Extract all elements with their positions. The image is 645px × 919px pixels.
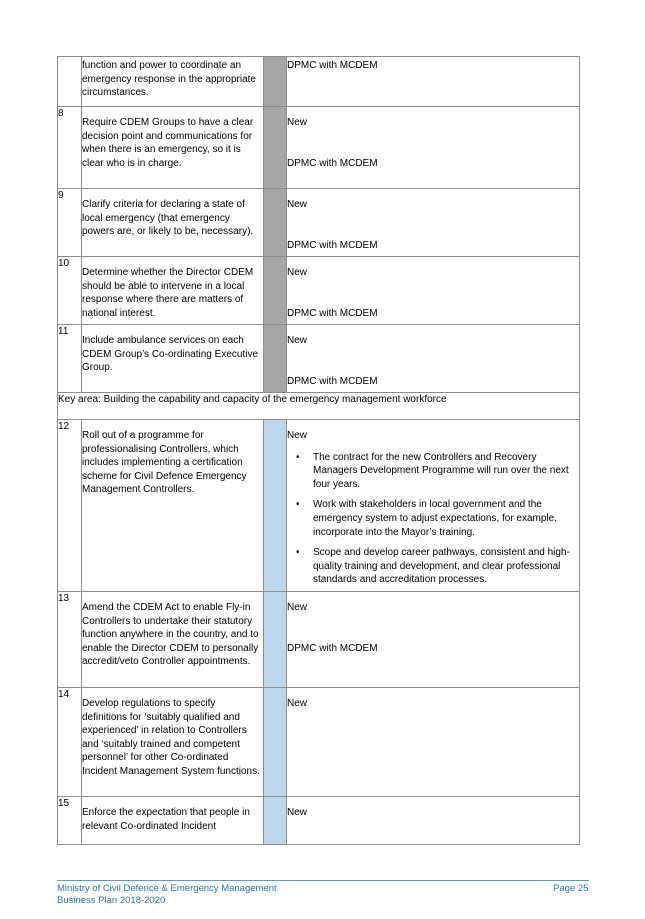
action-cell	[82, 420, 264, 592]
footer-divider	[57, 880, 589, 881]
lead-agency: DPMC with MCDEM	[287, 642, 378, 654]
action-cell	[82, 257, 264, 325]
table-row	[58, 107, 580, 189]
table-row	[58, 688, 580, 797]
status-text: New	[287, 807, 308, 818]
grey-marker-cell	[264, 189, 287, 257]
blue-marker-cell	[264, 592, 287, 688]
footer-org-block	[57, 883, 277, 906]
table-row	[58, 325, 580, 393]
table-row	[58, 592, 580, 688]
status-text: New	[287, 267, 308, 278]
action-text: Amend the CDEM Act to enable Fly-in Controllers to undertake their statutory function anywhere in the country, and to enable the Director CDEM to personally accredit/veto Controller appointments.	[82, 602, 259, 668]
action-text: Determine whether the Director CDEM should be able to intervene in a local response where there are matters of national interest.	[82, 267, 254, 319]
detail-cell	[287, 257, 580, 325]
lead-agency: DPMC with MCDEM	[287, 60, 378, 71]
bullet-text: Work with stakeholders in local government and the emergency system to adjust expectations, for example, incorporate into the Mayor’s training.	[313, 499, 558, 538]
blue-marker-cell	[264, 420, 287, 592]
lead-agency: DPMC with MCDEM	[287, 307, 378, 319]
row-number: 13	[58, 592, 82, 688]
blue-marker-cell	[264, 688, 287, 797]
action-text: Include ambulance services on each CDEM Group’s Co-ordinating Executive Group.	[82, 335, 259, 374]
row-number: 12	[58, 420, 82, 592]
action-cell	[82, 592, 264, 688]
row-number: 9	[58, 189, 82, 257]
detail-cell	[287, 420, 580, 592]
blue-marker-cell	[264, 797, 287, 845]
status-text: New	[287, 117, 308, 128]
action-cell	[82, 325, 264, 393]
grey-marker-cell	[264, 107, 287, 189]
table-row	[58, 57, 580, 107]
bullet-text: The contract for the new Controllers and Recovery Managers Development Programme will run over the next four years.	[313, 451, 569, 490]
detail-cell	[287, 107, 580, 189]
detail-cell	[287, 688, 580, 797]
detail-cell	[287, 189, 580, 257]
table-row	[58, 257, 580, 325]
footer-org-name: Ministry of Civil Defence & Emergency Management	[57, 883, 277, 894]
grey-marker-cell	[264, 57, 287, 107]
action-text: Roll out of a programme for professionalising Controllers, which includes implementing a certification scheme for Civil Defence Emergency Management Controllers.	[82, 430, 247, 496]
row-number	[58, 57, 82, 107]
row-number: 8	[58, 107, 82, 189]
bullet-list	[287, 451, 579, 587]
action-text: Enforce the expectation that people in relevant Co-ordinated Incident	[82, 807, 250, 832]
action-text: function and power to coordinate an emergency response in the appropriate circumstances.	[82, 60, 256, 99]
list-item	[287, 546, 579, 587]
row-number: 15	[58, 797, 82, 845]
detail-cell	[287, 57, 580, 107]
lead-agency: DPMC with MCDEM	[287, 157, 378, 169]
lead-agency: DPMC with MCDEM	[287, 239, 378, 251]
action-cell	[82, 57, 264, 107]
grey-marker-cell	[264, 325, 287, 393]
bullet-icon: •	[296, 547, 300, 559]
bullet-text: Scope and develop career pathways, consistent and high-quality training and development, and clear professional standards and accreditation processes.	[313, 547, 570, 586]
action-text: Develop regulations to specify definitions for ‘suitably qualified and experienced’ in relation to Controllers and ‘suitably trained and competent personnel’ for other Co-ordinated Incident Management System functions.	[82, 698, 260, 777]
action-text: Clarify criteria for declaring a state of local emergency (that emergency powers are, or likely to be, necessary).	[82, 199, 254, 238]
table-row	[58, 420, 580, 592]
grey-marker-cell	[264, 257, 287, 325]
detail-cell	[287, 325, 580, 393]
status-text: New	[287, 430, 308, 441]
status-text: New	[287, 335, 308, 346]
action-text: Require CDEM Groups to have a clear decision point and communications for when there is an emergency, so it is clear who is in charge.	[82, 117, 254, 169]
action-cell	[82, 688, 264, 797]
status-text: New	[287, 698, 308, 709]
bullet-icon: •	[296, 499, 300, 511]
status-text: New	[287, 602, 308, 613]
action-cell	[82, 189, 264, 257]
detail-cell	[287, 797, 580, 845]
list-item	[287, 451, 579, 492]
detail-cell	[287, 592, 580, 688]
key-area-row	[58, 393, 580, 420]
table-row	[58, 189, 580, 257]
row-number: 10	[58, 257, 82, 325]
key-area-heading: Key area: Building the capability and capacity of the emergency management workforce	[58, 393, 580, 420]
bullet-icon: •	[296, 451, 300, 463]
action-cell	[82, 107, 264, 189]
action-cell	[82, 797, 264, 845]
business-plan-table	[57, 56, 580, 845]
row-number: 14	[58, 688, 82, 797]
lead-agency: DPMC with MCDEM	[287, 375, 378, 387]
list-item	[287, 498, 579, 539]
footer-doc-title: Business Plan 2018-2020	[57, 894, 166, 906]
table-row	[58, 797, 580, 845]
status-text: New	[287, 199, 308, 210]
page-number: Page 25	[553, 883, 589, 894]
row-number: 11	[58, 325, 82, 393]
